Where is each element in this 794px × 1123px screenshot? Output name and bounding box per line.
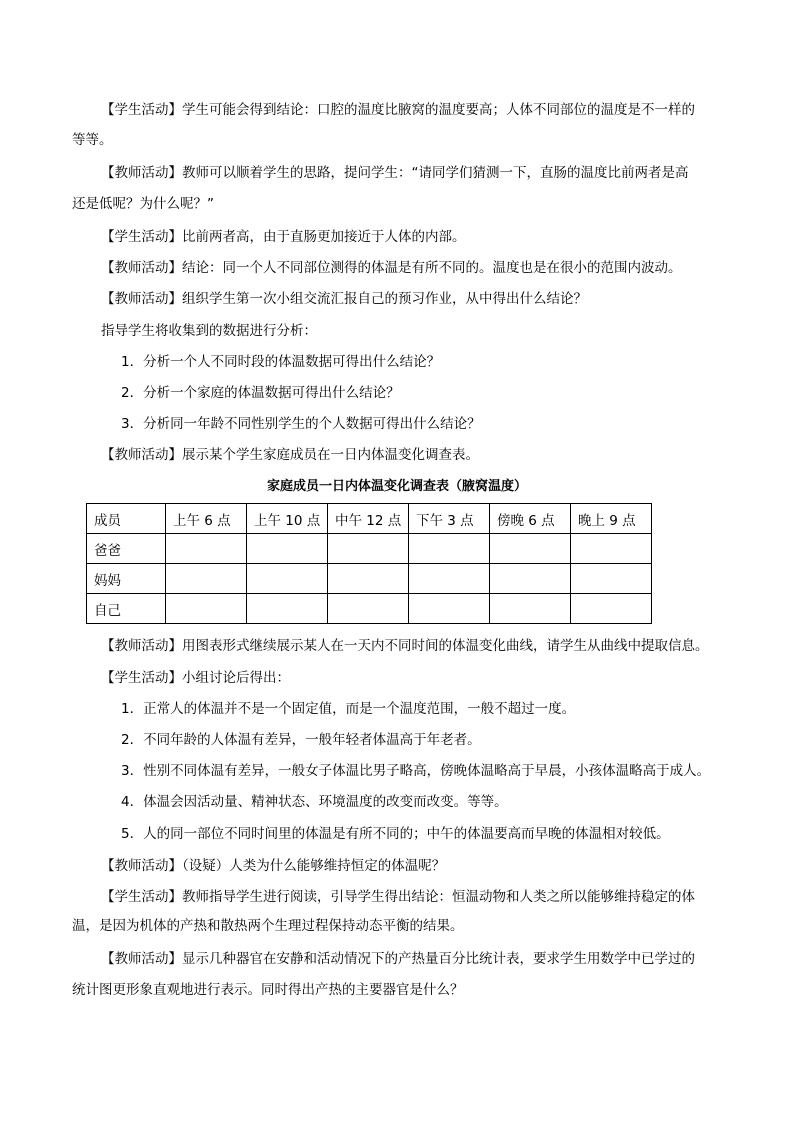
activity-tag: 【教师活动】 [101,447,182,463]
table-row [87,564,652,594]
text-content: 结论：同一个人不同部位测得的体温是有所不同的。温度也是在很小的范围内波动。 [182,260,682,276]
activity-tag: 【学生活动】 [101,670,182,686]
text-line [121,762,710,780]
header-cell: 成员 [87,504,166,534]
text-content: 统计图更形象直观地进行表示。同时得出产热的主要器官是什么？ [72,982,464,998]
text-content: 学生可能会得到结论：口腔的温度比腋窝的温度要高；人体不同部位的温度是不一样的 [182,102,695,118]
header-cell: 上午 6 点 [166,504,247,534]
text-line [72,981,464,999]
text-line [121,384,400,402]
text-line [101,888,695,906]
data-cell [409,594,490,624]
text-line [121,793,508,811]
data-cell [166,534,247,564]
table-caption: 家庭成员一日内体温变化调查表（腋窝温度） [266,479,527,494]
text-content: 5．人的同一部位不同时间里的体温是有所不同的；中午的体温要高而早晚的体温相对较低。 [121,826,670,842]
activity-tag: 【教师活动】 [101,291,182,307]
data-cell [409,534,490,564]
data-cell [328,564,409,594]
text-content: 1．正常人的体温并不是一个固定值，而是一个温度范围，一般不超过一度。 [121,701,576,717]
header-cell: 晚上 9 点 [571,504,652,534]
table-row [87,534,652,564]
activity-tag: 【学生活动】 [101,889,182,905]
data-cell [247,534,328,564]
text-line [101,101,695,119]
text-line [121,700,575,718]
text-content: 还是低呢？为什么呢？” [72,196,214,212]
text-line [101,290,587,308]
table-header-row [87,504,652,534]
text-content: 教师指导学生进行阅读，引导学生得出结论：恒温动物和人类之所以能够维持稳定的体 [182,889,695,905]
text-content: 小组讨论后得出： [182,670,290,686]
text-line [101,322,317,340]
header-cell: 傍晚 6 点 [490,504,571,534]
data-cell [247,594,328,624]
text-content: 等等。 [72,132,113,148]
data-cell [490,564,571,594]
header-cell: 上午 10 点 [247,504,328,534]
data-cell [571,594,652,624]
member-cell: 爸爸 [87,534,166,564]
activity-tag: 【教师活动】 [101,165,182,181]
member-cell: 自己 [87,594,166,624]
member-cell: 妈妈 [87,564,166,594]
text-line [72,131,113,149]
text-line [101,228,466,246]
activity-tag: 【学生活动】 [101,229,182,245]
data-cell [247,564,328,594]
activity-tag: 【教师活动】 [101,858,182,874]
text-content: 教师可以顺着学生的思路，提问学生：“请同学们猜测一下，直肠的温度比前两者是高 [182,165,689,181]
table-row [87,594,652,624]
text-line [121,825,670,843]
data-cell [490,534,571,564]
activity-tag: 【教师活动】 [101,951,182,967]
text-content: 3．性别不同体温有差异，一般女子体温比男子略高，傍晚体温略高于早晨，小孩体温略高于成人。 [121,763,711,779]
text-line [121,731,481,749]
data-cell [409,564,490,594]
activity-tag: 【学生活动】 [101,102,182,118]
text-line [121,353,440,371]
data-cell [571,564,652,594]
text-line [101,669,290,687]
text-content: 显示几种器官在安静和活动情况下的产热量百分比统计表，要求学生用数学中已学过的 [182,951,695,967]
text-content: （设疑）人类为什么能够维持恒定的体温呢？ [182,858,446,874]
activity-tag: 【教师活动】 [101,260,182,276]
text-content: 指导学生将收集到的数据进行分析： [101,323,317,339]
text-content: 组织学生第一次小组交流汇报自己的预习作业，从中得出什么结论？ [182,291,587,307]
text-content: 2．不同年龄的人体温有差异，一般年轻者体温高于年老者。 [121,732,481,748]
temperature-survey-table [86,503,652,624]
text-line [101,446,479,464]
data-cell [328,594,409,624]
text-content: 展示某个学生家庭成员在一日内体温变化调查表。 [182,447,479,463]
text-content: 比前两者高，由于直肠更加接近于人体的内部。 [182,229,466,245]
text-content: 温，是因为机体的产热和散热两个生理过程保持动态平衡的结果。 [72,918,464,934]
text-line [101,950,695,968]
data-cell [571,534,652,564]
data-cell [490,594,571,624]
text-line [72,195,214,213]
text-content: 4．体温会因活动量、精神状态、环境温度的改变而改变。等等。 [121,794,508,810]
header-cell: 中午 12 点 [328,504,409,534]
activity-tag: 【教师活动】 [101,638,182,654]
text-content: 1．分析一个人不同时段的体温数据可得出什么结论？ [121,354,441,370]
text-line [101,857,445,875]
data-cell [328,534,409,564]
text-content: 3．分析同一年龄不同性别学生的个人数据可得出什么结论？ [121,416,481,432]
text-line [101,259,682,277]
text-line [121,415,481,433]
header-cell: 下午 3 点 [409,504,490,534]
data-cell [166,564,247,594]
text-line [101,637,709,655]
text-content: 用图表形式继续展示某人在一天内不同时间的体温变化曲线，请学生从曲线中提取信息。 [182,638,709,654]
text-content: 2．分析一个家庭的体温数据可得出什么结论？ [121,385,400,401]
data-cell [166,594,247,624]
text-line [101,164,689,182]
text-line [72,917,464,935]
